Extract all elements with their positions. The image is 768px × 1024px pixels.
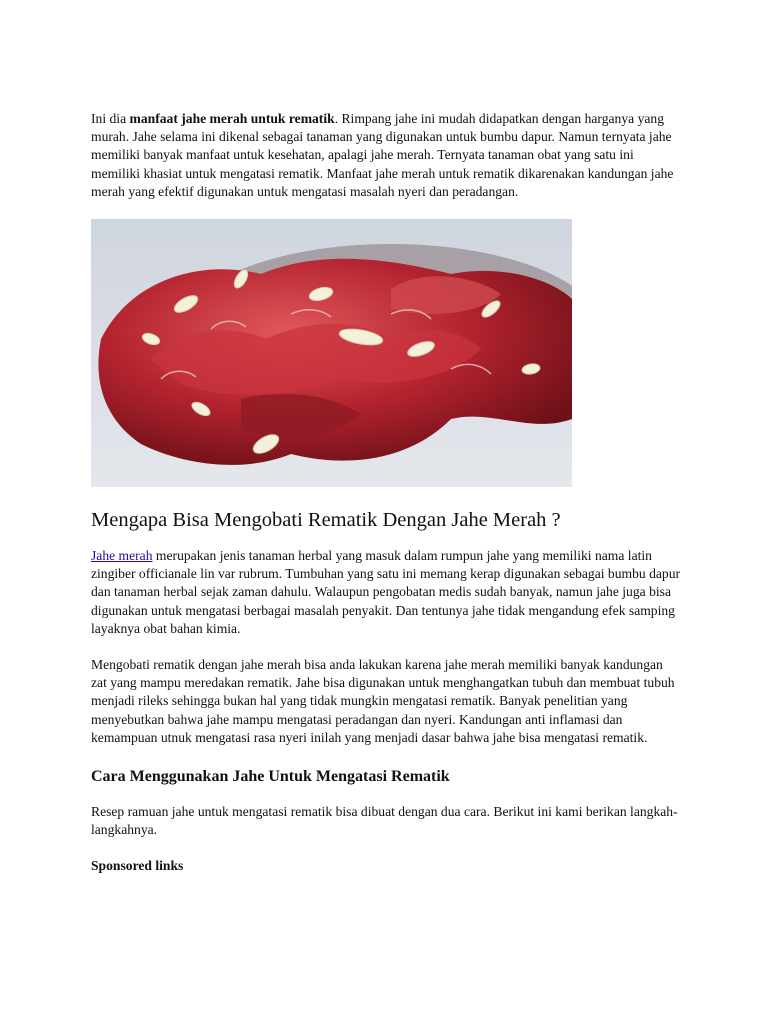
intro-lead: Ini dia <box>91 111 130 126</box>
article-body <box>91 110 681 875</box>
intro-rest: . Rimpang jahe ini mudah didapatkan dengan harganya yang murah. Jahe selama ini dikenal sebagai tanaman yang digunakan untuk bumbu dapur. Namun ternyata jahe memiliki banyak manfaat untuk kesehatan, apalagi jahe merah. Ternyata tanaman obat yang satu ini memiliki khasiat untuk mengatasi rematik. Manfaat jahe merah untuk rematik dikarenakan kandungan jahe merah yang efektif digunakan untuk mengatasi masalah nyeri dan peradangan. <box>91 111 674 199</box>
paragraph-red-ginger <box>91 547 681 638</box>
sponsored-links-label: Sponsored links <box>91 858 184 874</box>
link-jahe-merah[interactable]: Jahe merah <box>91 548 153 564</box>
red-ginger-image <box>91 219 572 487</box>
intro-bold-keyword: manfaat jahe merah untuk rematik <box>129 111 335 126</box>
heading-why-ginger: Mengapa Bisa Mengobati Rematik Dengan Jahe Merah ? <box>91 509 561 532</box>
paragraph-red-ginger-text: merupakan jenis tanaman herbal yang masuk dalam rumpun jahe yang memiliki nama latin zingiber officianale lin var rubrum. Tumbuhan yang satu ini memang kerap digunakan sebagai bumbu dapur dan tanaman herbal sejak zaman dahulu. Walaupun pengobatan medis sudah banyak, namun jahe juga bisa digunakan untuk mengatasi berbagai masalah penyakit. Dan tentunya jahe tidak mengandung efek samping layaknya obat bahan kimia. <box>91 548 681 636</box>
intro-paragraph <box>91 110 681 201</box>
heading-how-to-use: Cara Menggunakan Jahe Untuk Mengatasi Rematik <box>91 768 450 786</box>
paragraph-recipe: Resep ramuan jahe untuk mengatasi rematik bisa dibuat dengan dua cara. Berikut ini kami berikan langkah-langkahnya. <box>91 804 678 838</box>
red-ginger-photo <box>91 219 572 487</box>
paragraph-treatment: Mengobati rematik dengan jahe merah bisa anda lakukan karena jahe merah memiliki banyak kandungan zat yang mampu meredakan rematik. Jahe bisa digunakan untuk menghangatkan tubuh dan membuat tubuh menjadi rileks sehingga bukan hal yang tidak mungkin mengatasi rematik. Banyak penelitian yang menyebutkan bahwa jahe mampu mengatasi peradangan dan nyeri. Kandungan anti inflamasi dan kemampuan utnuk mengatasi rasa nyeri inilah yang menjadi dasar bahwa jahe bisa mengatasi rematik. <box>91 657 675 745</box>
